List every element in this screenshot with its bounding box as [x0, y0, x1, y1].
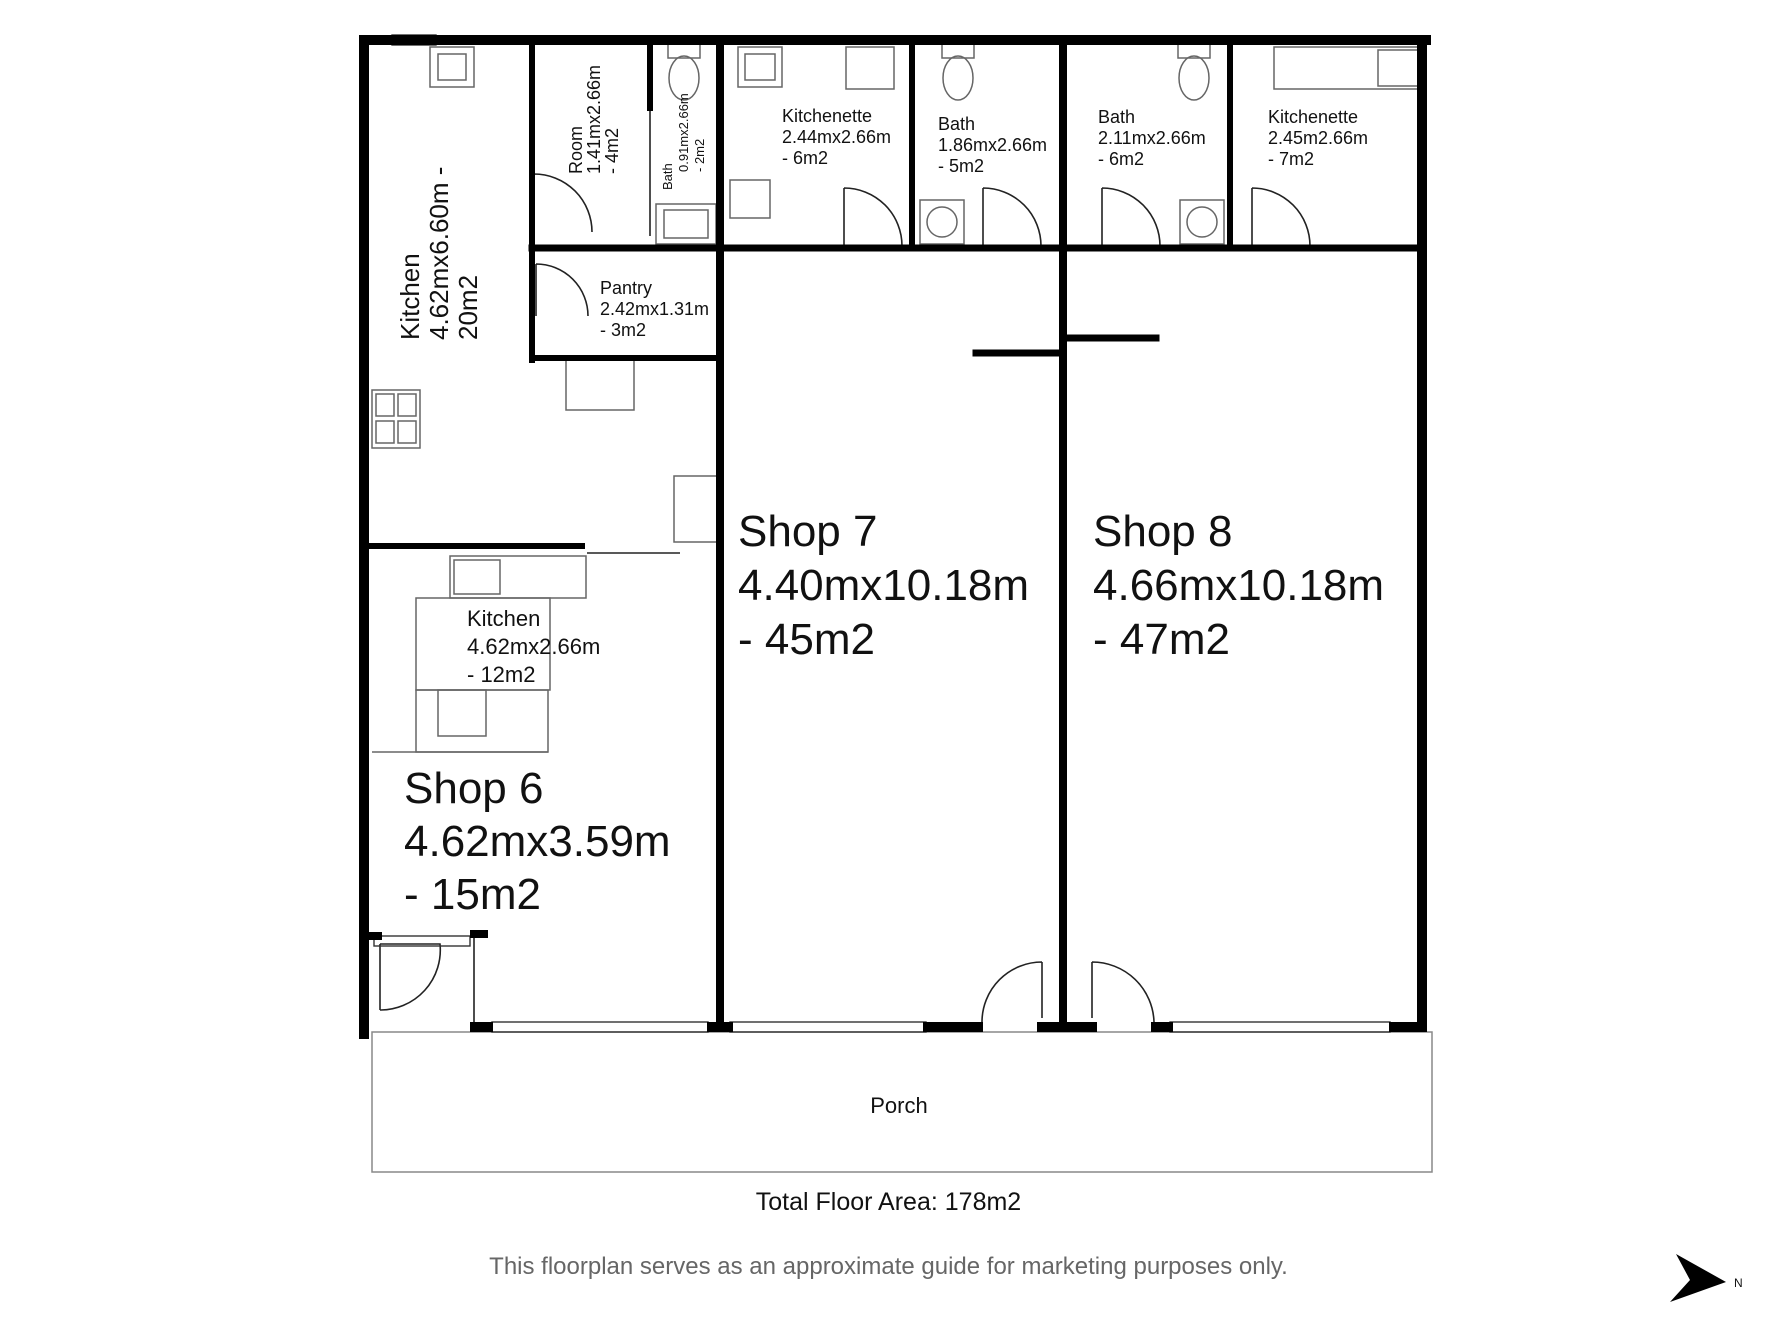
- kitchen-main-label: [395, 167, 483, 340]
- kitchenette-right-dim: 2.45m2.66m: [1268, 128, 1369, 148]
- stool-icon: [438, 690, 486, 736]
- door-icon: [1092, 962, 1154, 1022]
- door-icon: [1252, 188, 1310, 246]
- room-name: Kitchen: [395, 253, 425, 340]
- pantry-name: Pantry: [600, 278, 653, 298]
- door-icon: [982, 962, 1042, 1022]
- bath-small-label: [660, 93, 707, 190]
- room-area: - 2m2: [692, 138, 707, 172]
- kitchenette-left-name: Kitchenette: [782, 106, 873, 126]
- kitchen-shop6-dim: 4.62mx2.66m: [467, 634, 601, 659]
- shop7-area: - 45m2: [738, 615, 875, 664]
- counter-icon: [730, 180, 770, 218]
- room-dim: 1.41mx2.66m: [584, 64, 604, 174]
- door-icon: [380, 944, 440, 1010]
- kitchen-shop6-name: Kitchen: [467, 606, 541, 631]
- shop6-area: - 15m2: [404, 870, 541, 919]
- sink-icon: [430, 47, 474, 87]
- shop7-name: Shop 7: [738, 507, 878, 556]
- pantry-area: - 3m2: [600, 320, 647, 340]
- cabinet-icon: [674, 476, 722, 542]
- sink-icon: [1378, 50, 1418, 86]
- porch-label: Porch: [870, 1093, 928, 1118]
- shop8-area: - 47m2: [1093, 615, 1230, 664]
- window: [1170, 1022, 1390, 1032]
- window: [730, 1022, 926, 1032]
- door-icon: [534, 174, 592, 232]
- counter-icon: [450, 556, 586, 598]
- window: [492, 1022, 708, 1032]
- sink-icon: [454, 560, 500, 594]
- north-letter: N: [1734, 1276, 1743, 1290]
- island-icon: [416, 690, 548, 752]
- fridge-icon: [846, 47, 894, 89]
- kitchenette-right-area: - 7m2: [1268, 149, 1315, 169]
- shop7-dim: 4.40mx10.18m: [738, 561, 1030, 610]
- shop8-name: Shop 8: [1093, 507, 1233, 556]
- bath-a-area: - 5m2: [938, 156, 985, 176]
- total-floor-area: Total Floor Area: 178m2: [755, 1188, 1022, 1216]
- room-name: Bath: [660, 163, 675, 190]
- bath-a-name: Bath: [938, 114, 976, 134]
- kitchenette-left-dim: 2.44mx2.66m: [782, 127, 892, 147]
- kitchenette-left-area: - 6m2: [782, 148, 829, 168]
- door-icon: [983, 188, 1041, 246]
- shop6-name: Shop 6: [404, 764, 544, 813]
- pantry-dim: 2.42mx1.31m: [600, 299, 710, 319]
- door-icon: [536, 264, 588, 316]
- bath-b-area: - 6m2: [1098, 149, 1145, 169]
- door-icon: [1102, 188, 1160, 246]
- room-labels: [395, 65, 1384, 1118]
- room-dim: 4.62mx6.60m -: [424, 166, 454, 340]
- bath-b-dim: 2.11mx2.66m: [1098, 128, 1206, 148]
- bench-icon: [566, 358, 634, 410]
- bath-a-dim: 1.86mx2.66m: [938, 135, 1048, 155]
- kitchenette-right-name: Kitchenette: [1268, 107, 1359, 127]
- kitchen-shop6-area: - 12m2: [467, 662, 536, 687]
- stove-icon: [372, 390, 420, 448]
- disclaimer-text: This floorplan serves as an approximate guide for marketing purposes only.: [489, 1253, 1288, 1280]
- room-area: 20m2: [453, 274, 483, 340]
- counter-icon: [1274, 47, 1420, 89]
- room-name: Room: [566, 125, 586, 174]
- shop6-dim: 4.62mx3.59m: [404, 817, 671, 866]
- room-dim: 0.91mx2.66m: [676, 93, 691, 172]
- shop8-dim: 4.66mx10.18m: [1093, 561, 1385, 610]
- room-area: - 4m2: [602, 127, 622, 174]
- bath-b-name: Bath: [1098, 107, 1136, 127]
- door-icon: [844, 188, 902, 246]
- room-label: [566, 65, 622, 174]
